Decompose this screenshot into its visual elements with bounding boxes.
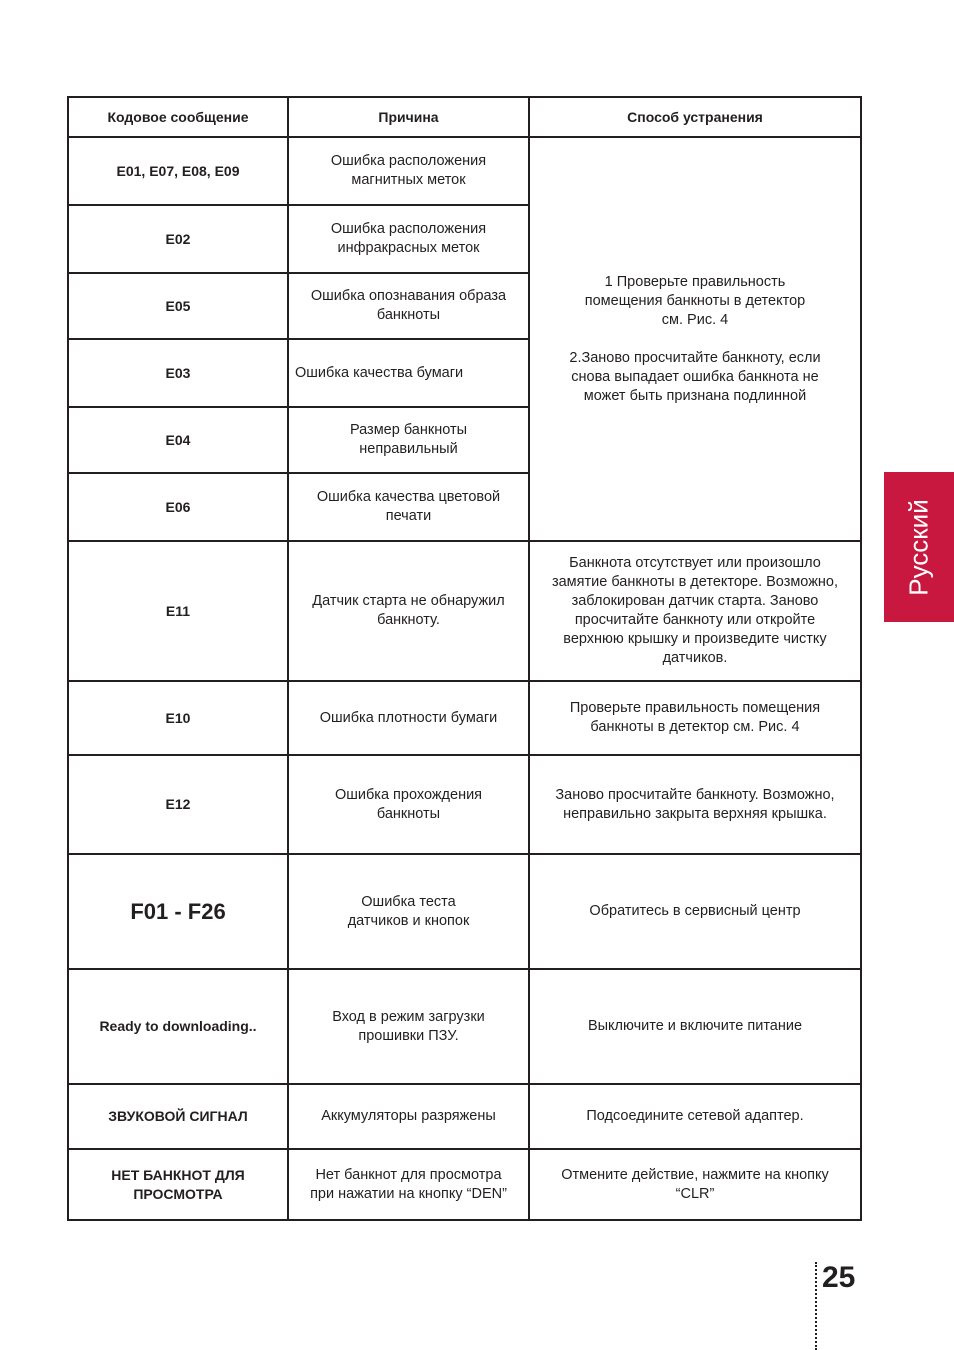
error-code: НЕТ БАНКНОТ ДЛЯ ПРОСМОТРА xyxy=(111,1166,245,1202)
error-code: E10 xyxy=(165,709,191,726)
language-tab xyxy=(884,472,954,622)
error-cause: Ошибка расположения магнитных меток xyxy=(330,153,487,188)
error-code: E04 xyxy=(165,431,191,448)
error-code: E03 xyxy=(165,364,191,381)
header-cause: Причина xyxy=(378,108,439,125)
error-code: E02 xyxy=(165,230,191,247)
header-code: Кодовое сообщение xyxy=(107,108,249,125)
error-cause: Датчик старта не обнаружил банкноту. xyxy=(312,593,505,628)
error-cause: Ошибка качества цветовой печати xyxy=(316,489,501,524)
language-label: Русский xyxy=(903,498,934,596)
error-cause: Ошибка плотности бумаги xyxy=(319,709,498,726)
error-code: E05 xyxy=(165,297,191,314)
error-cause: Размер банкноты неправильный xyxy=(349,422,468,457)
header-remedy: Способ устранения xyxy=(627,108,763,125)
error-remedy: Подсоедините сетевой адаптер. xyxy=(586,1108,804,1124)
error-code: E06 xyxy=(165,498,191,515)
troubleshooting-table xyxy=(67,96,862,1221)
error-code: ЗВУКОВОЙ СИГНАЛ xyxy=(108,1108,248,1124)
dotted-divider xyxy=(815,1262,817,1350)
error-remedy: Отмените действие, нажмите на кнопку “CLR” xyxy=(561,1166,829,1202)
error-remedy: Обратитесь в сервисный центр xyxy=(589,903,801,919)
error-cause: Ошибка опознавания образа банкноты xyxy=(310,288,507,323)
error-cause: Ошибка теста датчиков и кнопок xyxy=(347,893,470,929)
error-remedy: Выключите и включите питание xyxy=(587,1018,803,1034)
error-code: E01, E07, E08, E09 xyxy=(116,162,240,179)
error-cause: Вход в режим загрузки прошивки ПЗУ. xyxy=(332,1008,485,1044)
error-remedy: Банкнота отсутствует или произошло замятие банкноты в детекторе. Возможно, заблокирован датчик старта. Заново просчитайте банкноту или откройте верхнюю крышку и произведите чистку датчиков. xyxy=(551,555,839,666)
error-code: E11 xyxy=(165,602,191,619)
error-cause: Аккумуляторы разряжены xyxy=(321,1108,496,1124)
page-number: 25 xyxy=(822,1261,856,1294)
error-code: Ready to downloading.. xyxy=(99,1018,257,1034)
error-remedy: Проверьте правильность помещения банкноты в детектор см. Рис. 4 xyxy=(569,700,821,735)
error-code: F01 - F26 xyxy=(130,899,226,924)
error-remedy: Заново просчитайте банкноту. Возможно, неправильно закрыта верхняя крышка. xyxy=(555,786,835,822)
merged-remedy: 1 Проверьте правильность помещения банкноты в детектор см. Рис. 4 2.Заново просчитайте банкноту, если снова выпадает ошибка банкнота не может быть признана подлинной xyxy=(569,273,821,404)
error-cause: Нет банкнот для просмотра при нажатии на кнопку “DEN” xyxy=(310,1166,507,1202)
error-cause: Ошибка качества бумаги xyxy=(295,364,464,381)
error-cause: Ошибка расположения инфракрасных меток xyxy=(330,221,487,256)
error-cause: Ошибка прохождения банкноты xyxy=(334,786,483,822)
error-code: E12 xyxy=(165,796,191,812)
